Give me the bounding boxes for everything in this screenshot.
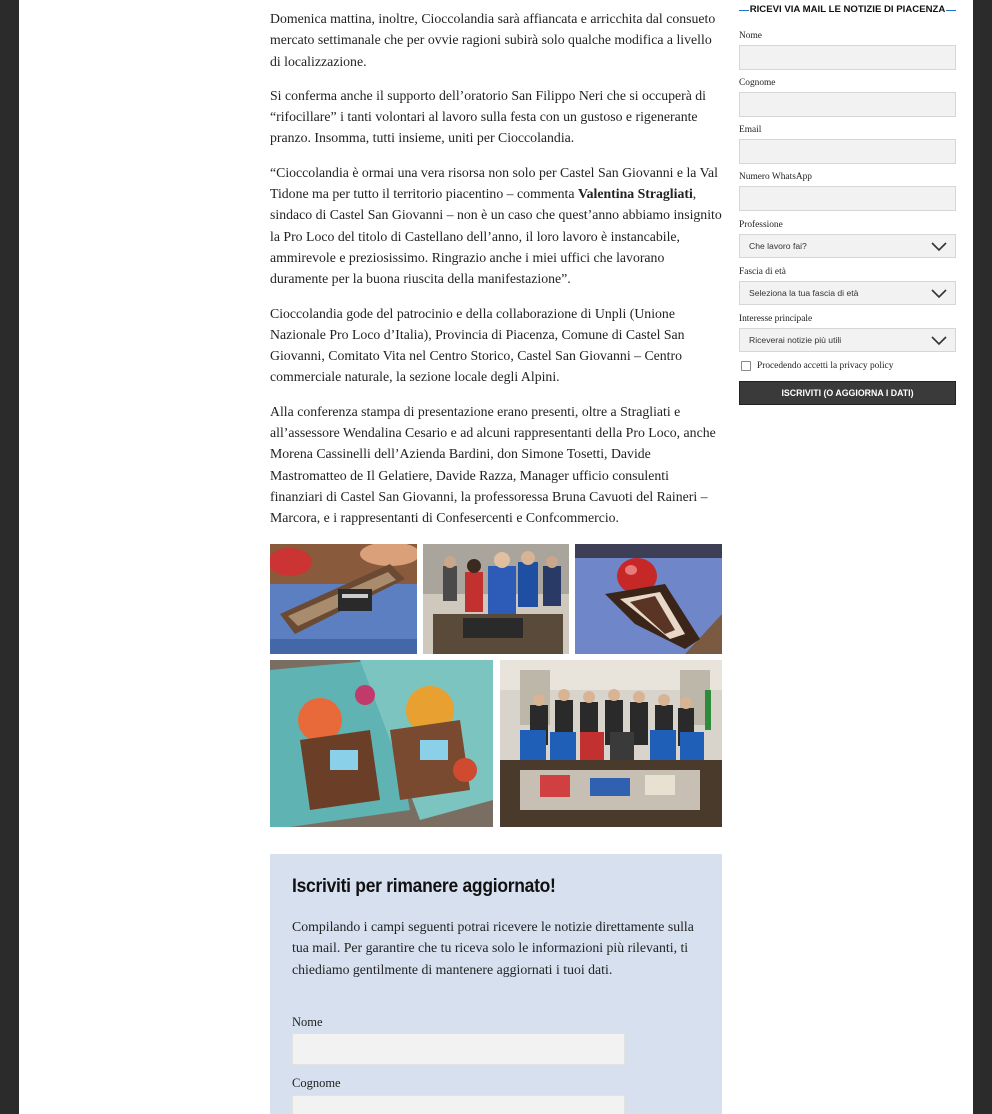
article-body bbox=[270, 0, 722, 542]
photo-gallery bbox=[270, 544, 722, 827]
sidebar-email-input[interactable] bbox=[739, 139, 956, 164]
signup-description: Compilando i campi seguenti potrai ricevere le notizie direttamente sulla tua mail. Per garantire che tu riceva solo le informazioni più rilevanti, ti chiediamo gentilmente di mantenere aggiornati i tuoi dati. bbox=[292, 919, 694, 977]
gallery-photo-group[interactable] bbox=[500, 660, 722, 827]
gallery-photo-chocolate-bar[interactable] bbox=[270, 544, 417, 654]
chevron-down-icon bbox=[931, 334, 947, 346]
sidebar-name-label: Nome bbox=[739, 31, 762, 41]
signup-title: Iscriviti per rimanere aggiornato! bbox=[292, 876, 556, 897]
privacy-label: Procedendo accetti la privacy policy bbox=[757, 361, 894, 371]
signup-surname-input[interactable] bbox=[292, 1095, 625, 1114]
subscribe-button[interactable]: ISCRIVITI (O AGGIORNA I DATI) bbox=[739, 381, 956, 405]
interest-select[interactable] bbox=[739, 328, 956, 352]
sidebar-whatsapp-input[interactable] bbox=[739, 186, 956, 211]
chevron-down-icon bbox=[931, 287, 947, 299]
privacy-checkbox[interactable] bbox=[741, 361, 751, 371]
sidebar-surname-label: Cognome bbox=[739, 78, 776, 88]
interest-select-value: Riceverai notizie più utili bbox=[749, 335, 842, 345]
signup-name-input[interactable] bbox=[292, 1033, 625, 1065]
article-paragraph: Si conferma anche il supporto dell’oratorio San Filippo Neri che si occuperà di “rifocillare” i tanti volontari al lavoro sulla festa con un gustoso e rigenerante pranzo. Insomma, tutti insieme, uniti per Cioccolandia. bbox=[270, 87, 707, 146]
article-paragraph: Alla conferenza stampa di presentazione erano presenti, oltre a Stragliati e all’assessore Wendalina Cesario e ad alcuni rappresentanti della Pro Loco, anche Morena Cassinelli dell’Azienda Bardini, don Simone Tosetti, Davide Mastromatteo de Il Gelatiere, Davide Razza, Manager ufficio consulenti finanziari di Castel San Giovanni, la professoressa Bruna Cavuoti del Raineri – Marcora, e i rappresentanti di Confesercenti e Confcommercio. bbox=[270, 403, 716, 526]
gallery-photo-ribbon-cutting[interactable] bbox=[423, 544, 569, 654]
quote-text: , sindaco di Castel San Giovanni – non è un caso che quest’anno abbiamo insignito la Pro Loco del titolo di Castellano dell’anno, il loro lavoro è instancabile, ammirevole e preziosissimo. Ringrazio anche i miei uffici che lavorano duramente per la buona riuscita della manifestazione”. bbox=[270, 186, 722, 287]
sidebar-name-input[interactable] bbox=[739, 45, 956, 70]
signup-surname-label: Cognome bbox=[292, 1076, 341, 1090]
sidebar-age-label: Fascia di età bbox=[739, 267, 786, 277]
mayor-name: Valentina Stragliati bbox=[577, 186, 693, 202]
sidebar-whatsapp-label: Numero WhatsApp bbox=[739, 172, 812, 182]
privacy-consent bbox=[739, 361, 893, 371]
sidebar-email-label: Email bbox=[739, 125, 762, 135]
quote-text: “Cioccolandia è ormai una vera risorsa non solo per Castel San Giovanni e la Val Tidone ma per tutto il territorio piacentino – commenta bbox=[270, 164, 719, 202]
heading-rule-right bbox=[946, 10, 956, 11]
sidebar-heading-text: RICEVI VIA MAIL LE NOTIZIE DI PIACENZA bbox=[749, 4, 946, 15]
profession-select-value: Che lavoro fai? bbox=[749, 241, 807, 251]
profession-select[interactable] bbox=[739, 234, 956, 258]
sidebar-interest-label: Interesse principale bbox=[739, 314, 813, 324]
chevron-down-icon bbox=[931, 240, 947, 252]
article-paragraph: Domenica mattina, inoltre, Cioccolandia sarà affiancata e arricchita dal consueto mercato settimanale che per ovvie ragioni subirà solo qualche modifica a livello di localizzazione. bbox=[270, 11, 716, 69]
heading-rule-left bbox=[739, 10, 749, 11]
gallery-photo-leaflets[interactable] bbox=[270, 660, 493, 827]
gallery-photo-chocolate-strawberry[interactable] bbox=[575, 544, 722, 654]
article-paragraph: Cioccolandia gode del patrocinio e della collaborazione di Unpli (Unione Nazionale Pro Loco d’Italia), Provincia di Piacenza, Comune di Castel San Giovanni, Comitato Vita nel Centro Storico, Castel San Giovanni – Centro commerciale naturale, la sezione locale degli Alpini. bbox=[270, 305, 685, 385]
age-range-select[interactable] bbox=[739, 281, 956, 305]
sidebar-heading bbox=[739, 2, 956, 18]
newsletter-signup-box bbox=[270, 854, 722, 1114]
signup-name-label: Nome bbox=[292, 1015, 323, 1029]
article-paragraph bbox=[270, 162, 722, 290]
age-range-select-value: Seleziona la tua fascia di età bbox=[749, 288, 859, 298]
page bbox=[19, 0, 973, 1114]
sidebar-profession-label: Professione bbox=[739, 220, 783, 230]
sidebar-surname-input[interactable] bbox=[739, 92, 956, 117]
